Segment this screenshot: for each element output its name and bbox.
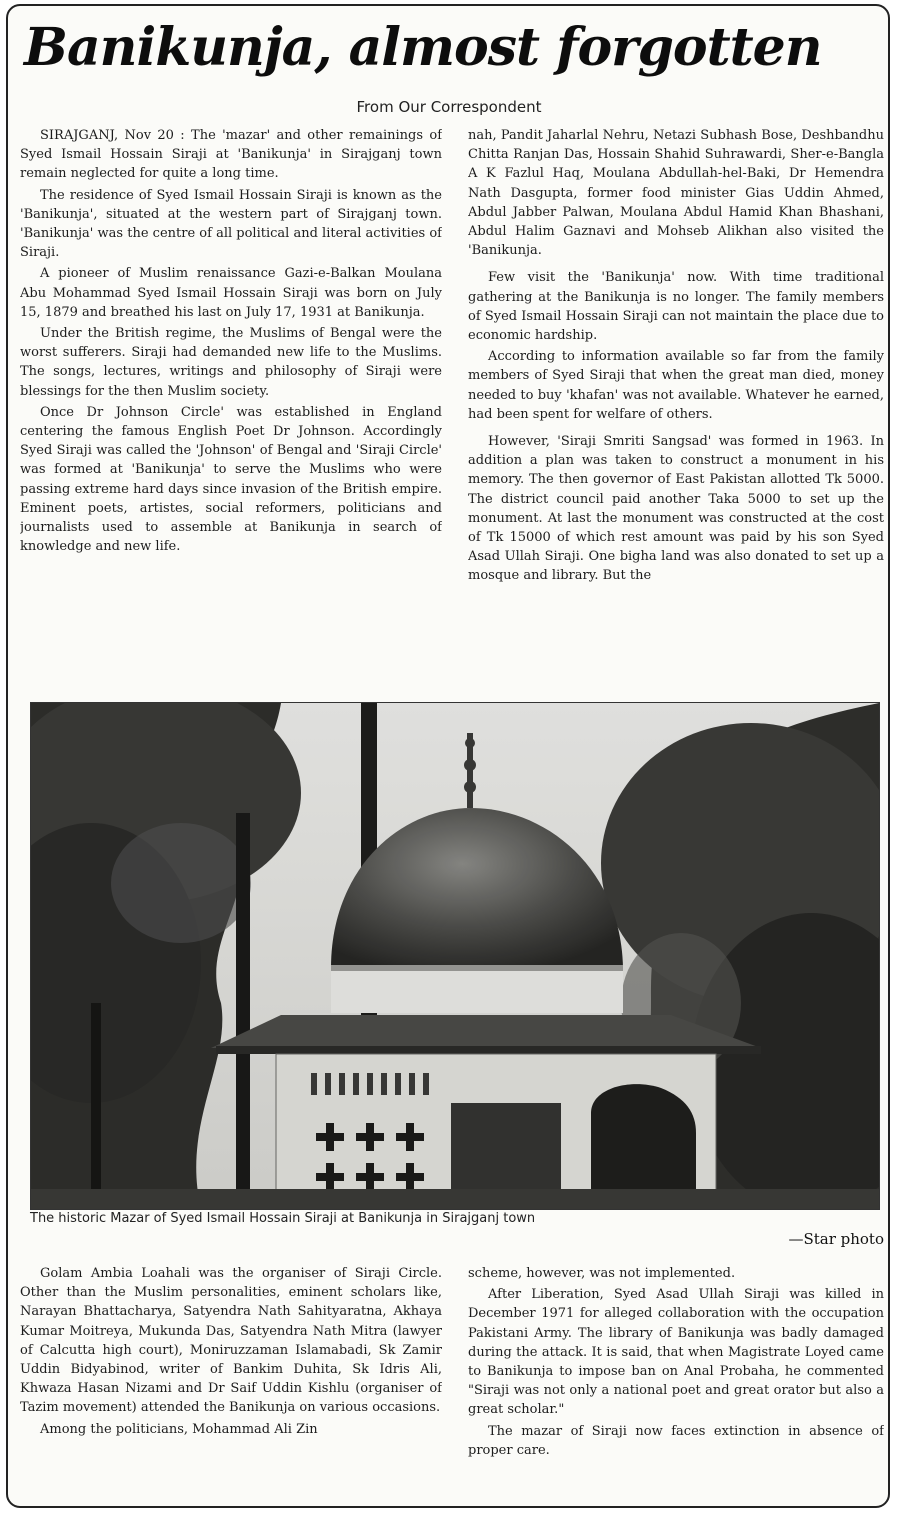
paragraph: The residence of Syed Ismail Hossain Siraji is known as the 'Banikunja', situated at the western part of Sirajganj town. 'Banikunja' was the centre of all political and literal activities of Siraji. <box>20 187 442 261</box>
paragraph: A pioneer of Muslim renaissance Gazi-e-Balkan Moulana Abu Mohammad Syed Ismail Hossain Siraji was born on July 15, 1879 and breathed his last on July 17, 1931 at Banikunja. <box>20 266 442 320</box>
paragraph: Few visit the 'Banikunja' now. With time traditional gathering at the Banikunja is no longer. The family members of Syed Ismail Hossain Siraji can not maintain the place due to economic hardship. <box>468 270 884 344</box>
paragraph: scheme, however, was not implemented. <box>468 1266 736 1281</box>
paragraph: The mazar of Siraji now faces extinction in absence of proper care. <box>468 1423 884 1458</box>
paragraph: nah, Pandit Jaharlal Nehru, Netazi Subhash Bose, Deshbandhu Chitta Ranjan Das, Hossain Shahid Suhrawardi, Sher-e-Bangla A K Fazlul Haq, Moulana Abdullah-hel-Baki, Dr Hemendra Nath Dasgupta, former food minister Gias Uddin Ahmed, Abdul Jabber Palwan, Moulana Abdul Hamid Khan Bhashani, Abdul Halim Gaznavi and Mohseb Alikhan also visited the 'Banikunja. <box>468 128 884 259</box>
paragraph: Golam Ambia Loahali was the organiser of Siraji Circle. Other than the Muslim personalities, eminent scholars like, Narayan Bhattacharya, Satyendra Nath Sahityaratna, Akhaya Kumar Moitreya, Mukunda Das, Satyendra Nath Mitra (lawyer of Calcutta high court), Moniruzzaman Islamabadi, Sk Zamir Uddin Bidyabinod, writer of Bankim Duhita, Sk Idris Ali, Khwaza Hasan Nizami and Dr Saif Uddin Kishlu (organiser of Tazim movement) attended the Banikunja on various occasions. <box>20 1266 442 1416</box>
mazar-illustration <box>31 703 879 1209</box>
column-bottom-right <box>468 1264 884 1500</box>
mazar-photo <box>30 702 880 1210</box>
photo-credit: —Star photo <box>788 1230 884 1248</box>
paragraph: According to information available so far from the family members of Syed Siraji that when the great man died, money needed to buy 'khafan' was not available. Whatever he earned, had been spent for welfare of others. <box>468 349 884 422</box>
column-top-left <box>20 126 442 694</box>
column-bottom-left <box>20 1264 442 1500</box>
column-top-right <box>468 126 884 694</box>
paragraph: Among the politicians, Mohammad Ali Zin <box>40 1421 318 1437</box>
byline: From Our Correspondent <box>356 98 542 116</box>
paragraph: After Liberation, Syed Asad Ullah Siraji was killed in December 1971 for alleged collaboration with the occupation Pakistani Army. The library of Banikunja was badly damaged during the attack. It is said, that when Magistrate Loyed came to Banikunja to impose ban on Anal Probaha, he commented "Siraji was not only a national poet and great orator but also a great scholar." <box>468 1287 884 1418</box>
paragraph: SIRAJGANJ, Nov 20 : The 'mazar' and other remainings of Syed Ismail Hossain Siraji at 'Banikunja' in Sirajganj town remain neglected for quite a long time. <box>20 128 442 182</box>
paragraph: However, 'Siraji Smriti Sangsad' was formed in 1963. In addition a plan was taken to construct a monument in his memory. The then governor of East Pakistan allotted Tk 5000. The district council paid another Taka 5000 to set up the monument. At last the monument was constructed at the cost of Tk 15000 of which rest amount was paid by his son Syed Asad Ullah Siraji. One bigha land was also donated to set up a mosque and library. But the <box>468 434 884 584</box>
photo-caption: The historic Mazar of Syed Ismail Hossain Siraji at Banikunja in Sirajganj town <box>30 1211 536 1226</box>
paragraph: Once Dr Johnson Circle' was established in England centering the famous English Poet Dr Johnson. Accordingly Syed Siraji was called the 'Johnson' of Bengal and 'Siraji Circle' was formed at 'Banikunja' to serve the Muslims who were passing extreme hard days since invasion of the British empire. Eminent poets, artistes, social reformers, politicians and journalists used to assemble at Banikunja in search of knowledge and new life. <box>20 404 442 555</box>
paragraph: Under the British regime, the Muslims of Bengal were the worst sufferers. Siraji had demanded new life to the Muslims. The songs, lectures, writings and philosophy of Siraji were blessings for the then Muslim society. <box>20 326 442 399</box>
headline: Banikunja, almost forgotten <box>24 17 822 78</box>
